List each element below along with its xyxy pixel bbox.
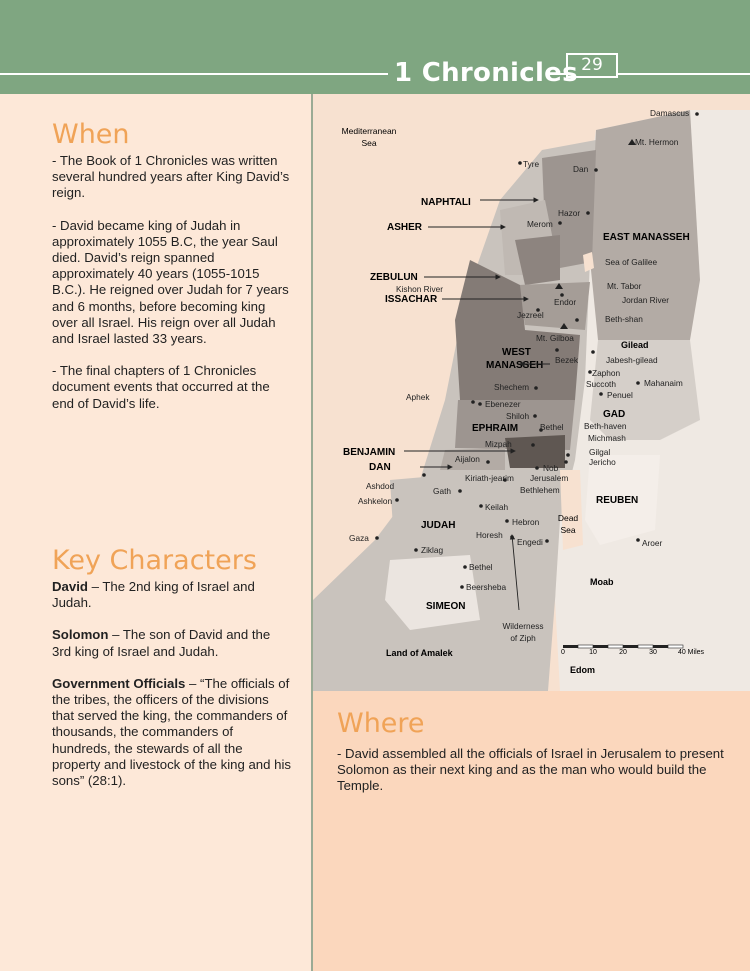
city-label: Ziklag: [421, 545, 444, 555]
sea-label: Sea: [361, 138, 377, 148]
city-label: Horesh: [476, 530, 503, 540]
city-label: Mahanaim: [644, 378, 683, 388]
tribe-label: ASHER: [387, 222, 423, 233]
when-paragraph: - The final chapters of 1 Chronicles document events that occurred at the end of David’s life.: [52, 363, 270, 411]
region-label: Moab: [590, 577, 614, 587]
city-label: Gilgal: [589, 447, 611, 457]
city-label: Mt. Tabor: [607, 281, 642, 291]
characters-section: [52, 545, 292, 805]
dead-sea-label: Dead: [557, 513, 579, 523]
tribe-label: EAST MANASSEH: [603, 232, 690, 243]
characters-heading: Key Characters: [52, 545, 257, 576]
city-label: Endor: [554, 297, 577, 307]
city-label: Dan: [573, 164, 589, 174]
city-label: Kiriath-jearim: [465, 473, 514, 483]
header-band: [0, 0, 750, 94]
header-rule-left: [0, 73, 388, 75]
city-label: Engedi: [517, 537, 543, 547]
city-label: Aroer: [642, 538, 663, 548]
city-label: Beth-haven: [584, 421, 627, 431]
character-item: [52, 627, 292, 659]
character-desc: – The 2nd king of Israel and Judah.: [52, 579, 255, 611]
scale-tick: 0: [561, 649, 565, 656]
city-label: Aijalon: [455, 454, 480, 464]
when-paragraph: - David became king of Judah in approximately 1055 B.C, the year Saul died. David’s reign spanned approximately 40 years (1055-1015 B.C.). He reigned over Judah for 7 years and 6 months, before becoming king over all Israel. His reign over all Judah and Israel lasted 33 years.: [52, 217, 289, 347]
city-label: Michmash: [588, 433, 626, 443]
when-paragraph: - The Book of 1 Chronicles was written several hundred years after King David’s reign.: [52, 153, 290, 201]
character-item: [52, 579, 292, 611]
city-label: Bethel: [469, 562, 493, 572]
city-label: Jezreel: [517, 310, 544, 320]
where-paragraph: - David assembled all the officials of Israel in Jerusalem to present Solomon as their next king and as the man who would build the Temple.: [337, 746, 724, 794]
city-label: Mt. Hermon: [635, 137, 679, 147]
tribe-label: ISSACHAR: [385, 294, 438, 305]
map-panel: [313, 94, 750, 691]
kingdom-map: [313, 94, 750, 691]
city-label: Shiloh: [506, 411, 530, 421]
header-rule-right: [618, 73, 750, 75]
sea-label: Mediterranean: [341, 126, 397, 136]
tribe-label: DAN: [369, 462, 391, 473]
tribe-label: GAD: [603, 409, 626, 420]
city-label: of Ziph: [510, 633, 536, 643]
city-label: Succoth: [586, 379, 616, 389]
city-label: Kishon River: [396, 284, 444, 294]
city-label: Bethlehem: [520, 485, 560, 495]
city-label: Ashdod: [366, 481, 395, 491]
city-label: Beth-shan: [605, 314, 643, 324]
tribe-label: JUDAH: [421, 520, 456, 531]
city-label: Bethel: [540, 422, 564, 432]
city-label: Hazor: [558, 208, 581, 218]
character-name: Solomon: [52, 627, 109, 643]
city-label: Penuel: [607, 390, 633, 400]
tribe-label: MANASSEH: [486, 360, 544, 371]
tribe-label: NAPHTALI: [421, 197, 471, 208]
page-title: 1 Chronicles: [394, 58, 578, 88]
character-item: [52, 676, 292, 789]
city-label: Gath: [433, 486, 451, 496]
dead-sea-label: Sea: [560, 525, 576, 535]
city-label: Ebenezer: [485, 399, 521, 409]
city-label: Sea of Galilee: [605, 257, 658, 267]
scale-tick: 10: [589, 649, 597, 656]
character-desc: – The son of David and the 3rd king of Israel and Judah.: [52, 627, 271, 659]
region-label: Edom: [570, 665, 596, 675]
city-label: Jericho: [589, 457, 616, 467]
city-label: Tyre: [523, 159, 540, 169]
region-label: Land of Amalek: [386, 648, 453, 658]
when-section: [52, 119, 292, 428]
where-heading: Where: [337, 708, 425, 739]
when-heading: When: [52, 119, 130, 150]
character-desc: – “The officials of the tribes, the officers of the divisions that served the king, the commanders of thousands, the commanders of hundreds, the stewards of all the property and livestock of the king and his sons” (28:1).: [52, 675, 291, 789]
city-label: Damascus: [650, 108, 690, 118]
city-label: Shechem: [494, 382, 530, 392]
city-label: Ashkelon: [358, 496, 393, 506]
character-name: Government Officials: [52, 675, 186, 691]
city-label: Hebron: [512, 517, 540, 527]
page-number: 29: [566, 53, 618, 78]
region-label: Gilead: [621, 340, 649, 350]
tribe-label: SIMEON: [426, 601, 466, 612]
tribe-label: BENJAMIN: [343, 447, 396, 458]
tribe-label: EPHRAIM: [472, 423, 519, 434]
city-label: Merom: [527, 219, 553, 229]
city-label: Zaphon: [592, 368, 621, 378]
character-name: David: [52, 579, 88, 594]
scale-tick: 20: [619, 649, 627, 656]
city-label: Bezek: [555, 355, 579, 365]
tribe-label: WEST: [502, 347, 531, 358]
city-label: Wilderness: [502, 621, 544, 631]
city-label: Mt. Gilboa: [536, 333, 574, 343]
city-label: Beersheba: [466, 582, 507, 592]
city-label: Nob: [543, 463, 559, 473]
city-label: Mizpah: [485, 439, 512, 449]
city-label: Jabesh-gilead: [606, 355, 658, 365]
tribe-label: ZEBULUN: [370, 272, 418, 283]
scale-tick: 30: [649, 649, 657, 656]
city-label: Jerusalem: [530, 473, 569, 483]
city-label: Jordan River: [622, 295, 670, 305]
tribe-label: REUBEN: [596, 495, 639, 506]
city-label: Aphek: [406, 392, 430, 402]
scale-tick: 40 Miles: [677, 649, 705, 656]
city-label: Gaza: [349, 533, 369, 543]
city-label: Keilah: [485, 502, 509, 512]
